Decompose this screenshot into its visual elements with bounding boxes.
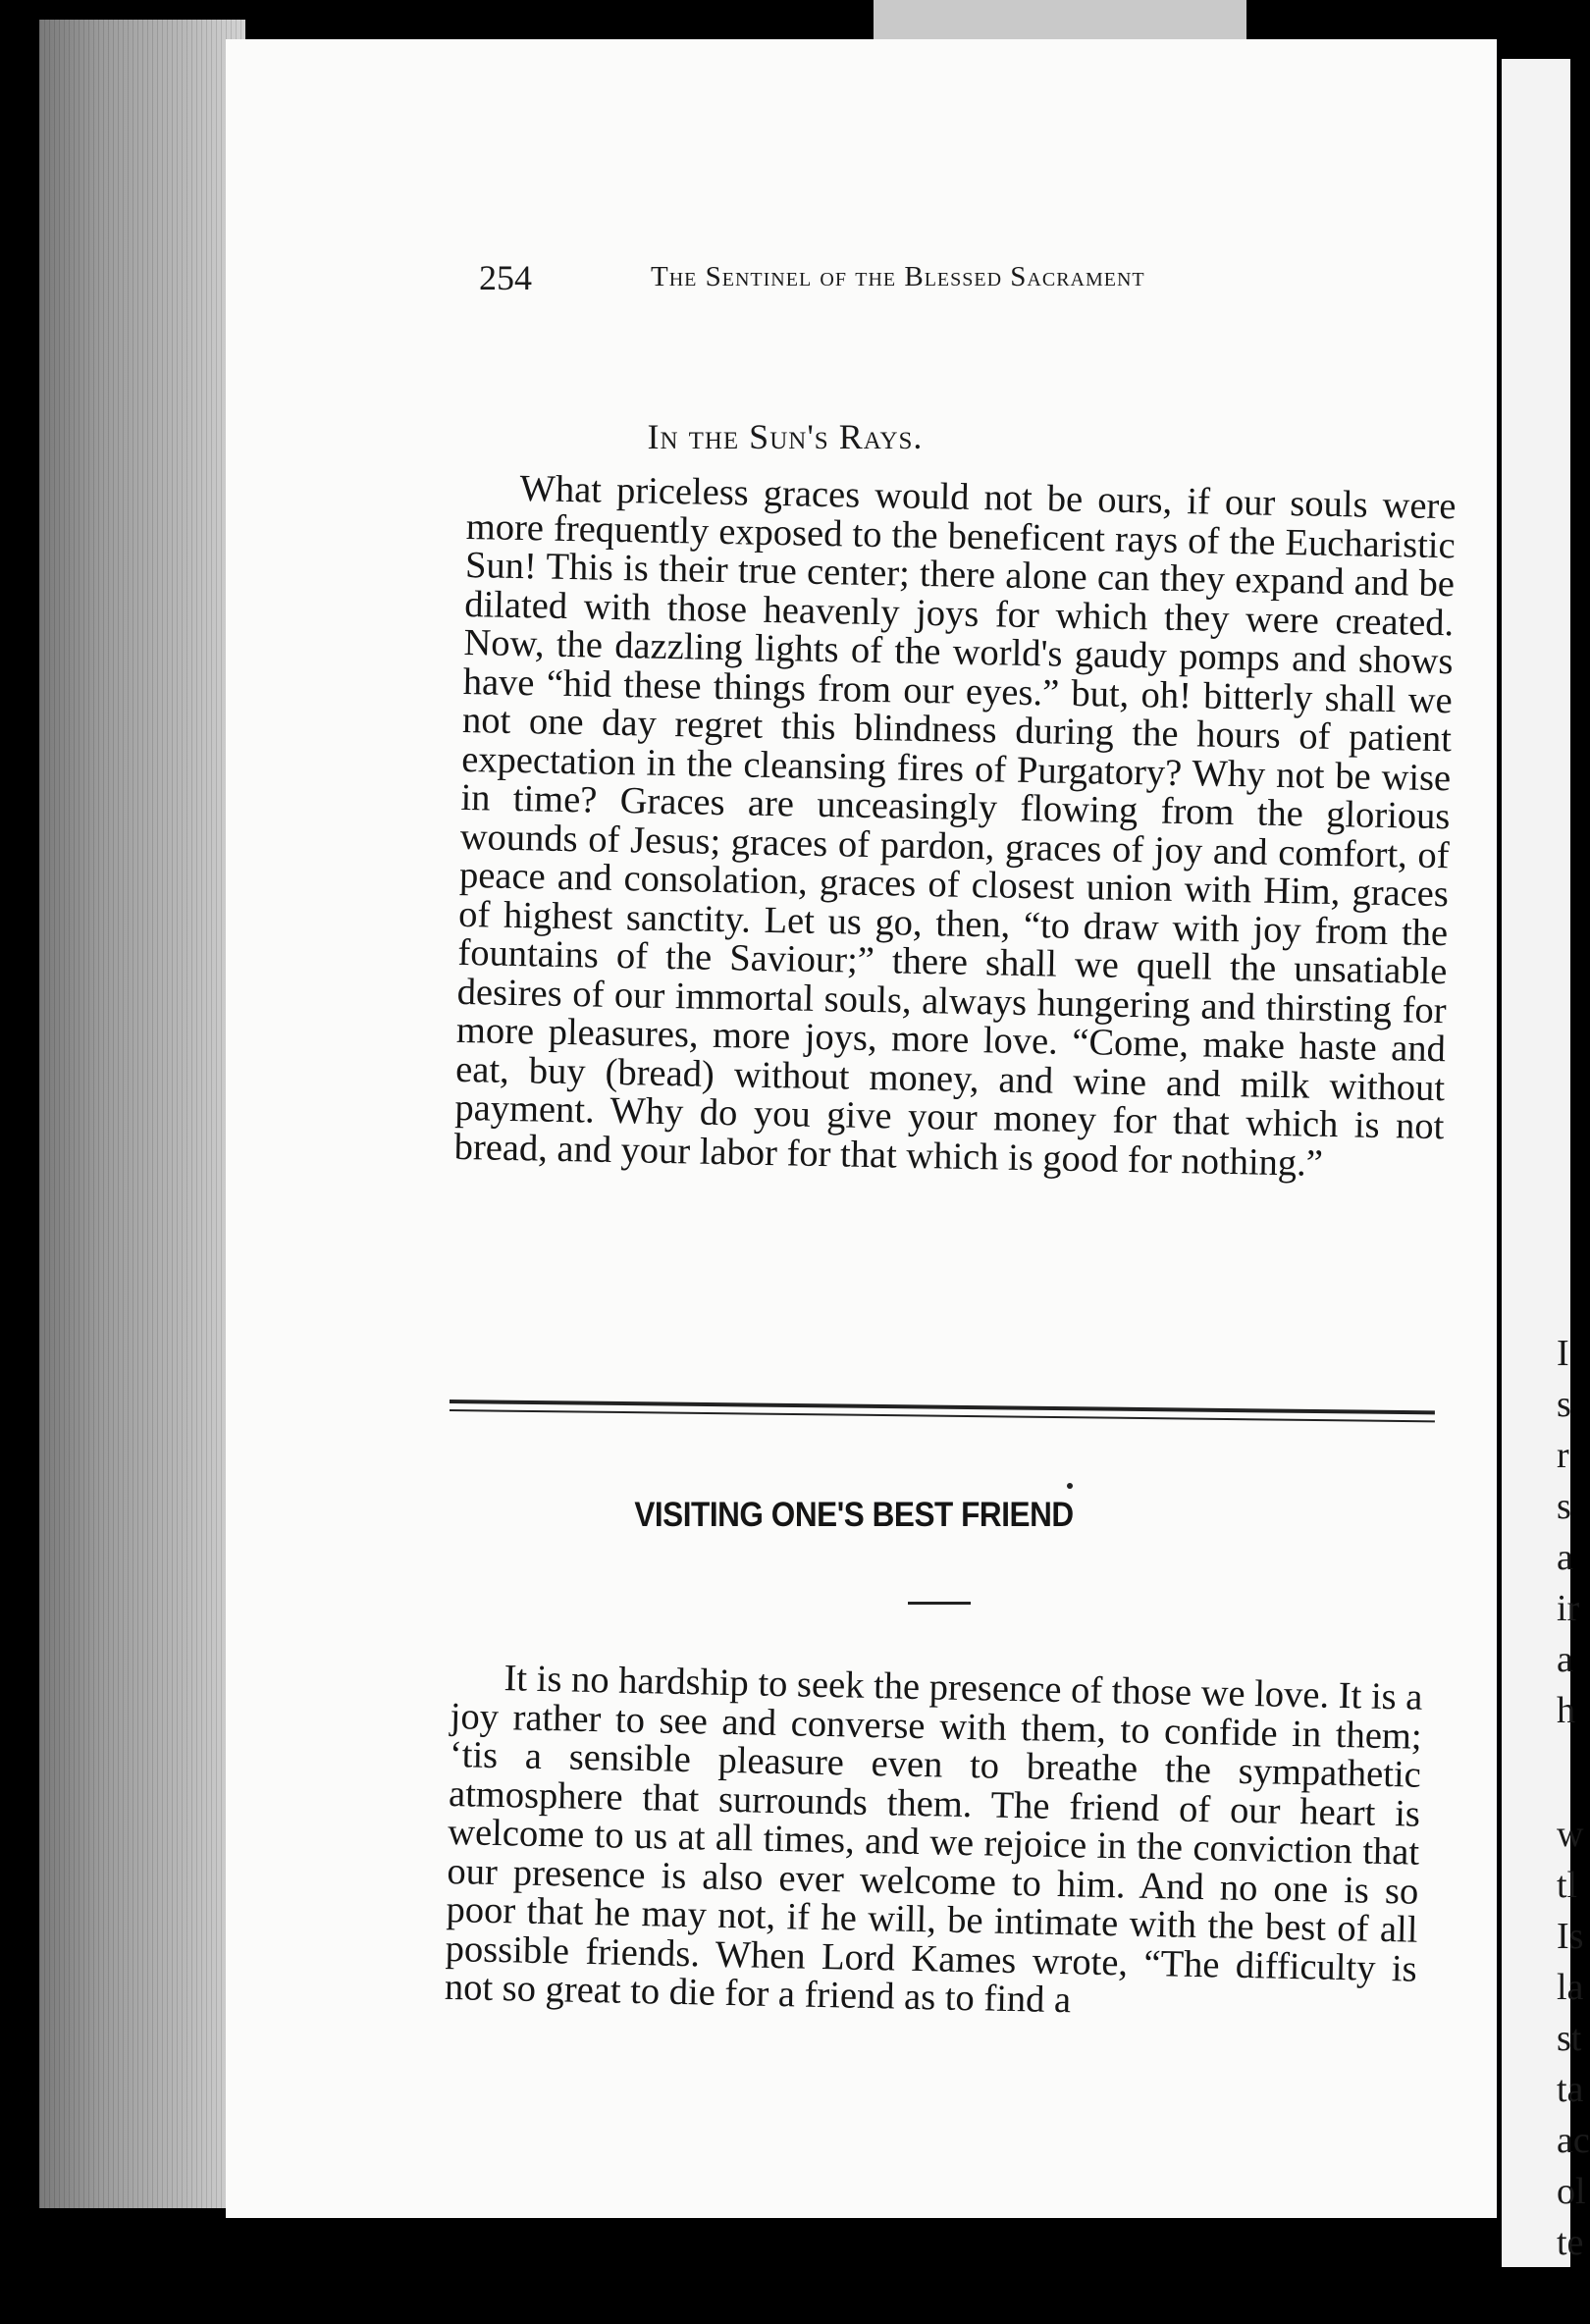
article-heading: VISITING ONE'S BEST FRIEND [634,1496,1074,1534]
heading-dash [908,1602,971,1605]
facing-fragment: a [1557,1639,1573,1680]
facing-fragment: Is [1557,1916,1584,1957]
facing-fragment: r [1557,1435,1569,1476]
facing-fragment: la [1557,1967,1584,2008]
article-body: It is no hardship to seek the presence of those we love. It is a joy rather to see and converse with them, to confide in them; ‘tis a sensible pleasure even to breathe the sympathetic atmosphere that surrounds them. The friend of our heart is welcome to us at all times, and we rejoice in the conviction that our presence is also ever welcome to him. And no one is so poor that he may not, if he will, be intimate with the best of all possible friends. When Lord Kames wrote, “The difficulty is not so great to die for a friend as to find a [444,1658,1423,2022]
running-title: The Sentinel of the Blessed Sacrament [651,261,1145,292]
article-title: In the Sun's Rays. [647,417,924,456]
facing-fragment: te [1557,2222,1584,2263]
running-head [479,257,1303,306]
facing-fragment: st [1557,2018,1582,2059]
facing-fragment: s [1557,1384,1571,1425]
facing-fragment: a [1557,1537,1573,1578]
page-number: 254 [479,258,532,297]
facing-fragment: w [1557,1814,1584,1855]
facing-fragment: s [1557,1486,1571,1527]
article-body: What priceless graces would not be ours, if our souls were more frequently exposed to the beneficent rays of the Eucharistic Sun! This is their true center; there alone can they expand and be dilated with those heavenly joys for which they were created. Now, the dazzling lights of the world's gaudy pomps and shows have “hid these things from our eyes.” but, oh! bitterly shall we not one day regret this blindness during the hours of patient expectation in the cleansing fires of Purgatory? Why not be wise in time? Graces are unceasingly flowing from the glorious wounds of Jesus; graces of pardon, graces of joy and comfort, of peace and consolation, graces of closest union with Him, graces of highest sanctity. Let us go, then, “to draw with joy from the fountains of the Saviour;” there shall we quell the unsatiable desires of our immortal souls, always hungering and thirsting for more pleasures, more joys, more love. “Come, make haste and eat, buy (bread) without money, and wine and milk without payment. Why do you give your money for that which is not bread, and your labor for that which is good for nothing.” [453,468,1457,1185]
ornament-dot [1067,1483,1073,1489]
facing-fragment: ir [1557,1588,1580,1629]
facing-fragment: I [1557,1333,1569,1374]
facing-fragment: tl [1557,1865,1578,1906]
facing-fragment: ta [1557,2069,1584,2110]
facing-fragment: h [1557,1690,1575,1731]
page-edge-texture [39,20,245,2208]
facing-fragment: ol [1557,2171,1586,2212]
facing-page [1502,59,1590,2267]
facing-fragment: ac [1557,2120,1590,2161]
